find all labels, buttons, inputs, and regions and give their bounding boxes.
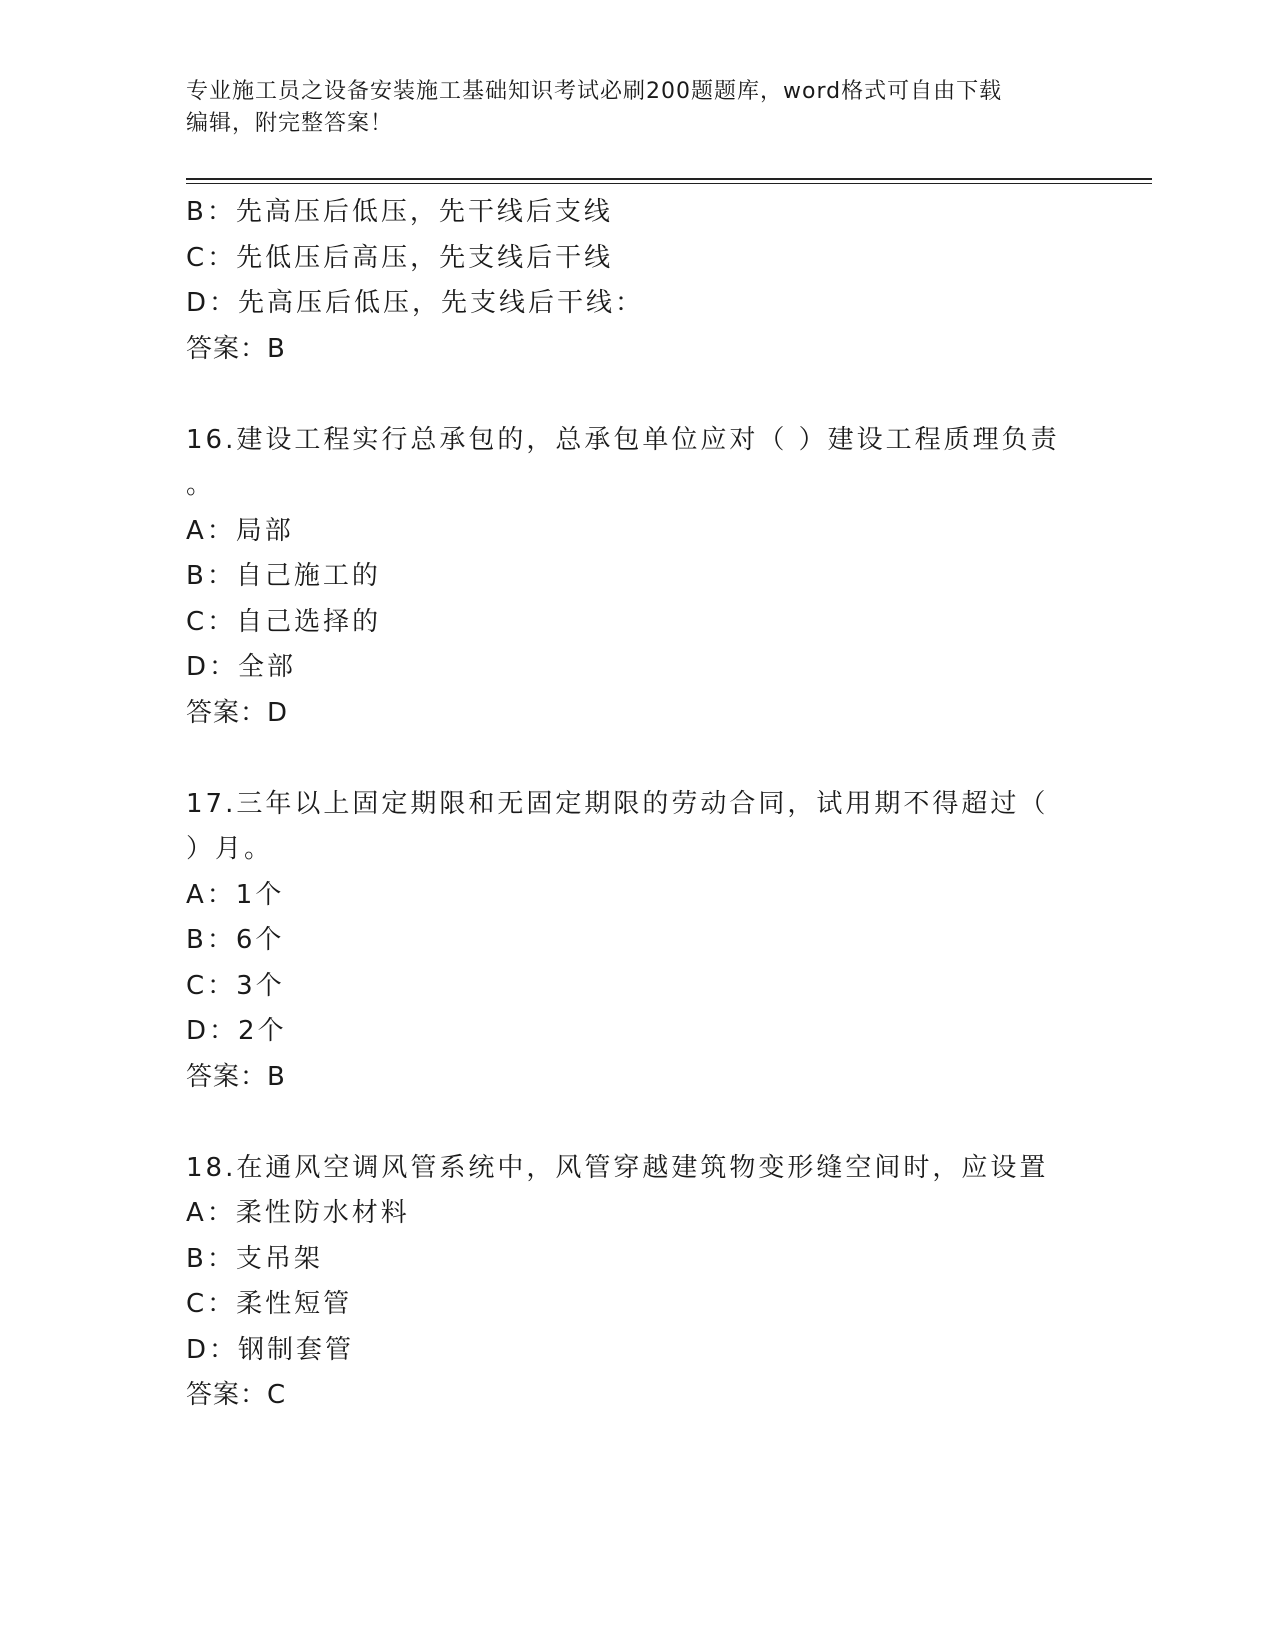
option-d: D：全部 <box>186 652 297 682</box>
option-c: C：柔性短管 <box>186 1289 353 1319</box>
question-15-fragment <box>186 190 1146 372</box>
spacer <box>186 372 1146 418</box>
question-18 <box>186 1146 1146 1419</box>
option-b: B：自己施工的 <box>186 561 381 591</box>
header-rule-thin <box>186 183 1152 184</box>
header-rule-thick <box>186 178 1152 180</box>
question-stem: 16.建设工程实行总承包的，总承包单位应对（ ）建设工程质理负责 <box>186 424 1060 455</box>
question-stem: 17.三年以上固定期限和无固定期限的劳动合同，试用期不得超过（ <box>186 788 1049 819</box>
answer: 答案：B <box>186 333 286 364</box>
header-line-1: 专业施工员之设备安装施工基础知识考试必刷200题题库，word格式可自由下载 <box>186 79 1003 104</box>
option-a: A：局部 <box>186 515 294 546</box>
document-header <box>186 76 1086 140</box>
option-b: B：先高压后低压，先干线后支线 <box>186 197 613 227</box>
option-b: B：6个 <box>186 925 285 955</box>
option-d: D：先高压后低压，先支线后干线： <box>186 288 645 318</box>
question-stem-continued: ）月。 <box>186 834 274 864</box>
question-stem-continued: 。 <box>186 470 216 500</box>
option-a: A：柔性防水材料 <box>186 1198 410 1228</box>
option-d: D：钢制套管 <box>186 1334 355 1365</box>
question-list <box>186 190 1146 1419</box>
option-c: C：3个 <box>186 970 285 1001</box>
option-a: A：1个 <box>186 879 285 910</box>
option-c: C：先低压后高压，先支线后干线 <box>186 242 614 273</box>
question-stem: 18.在通风空调风管系统中，风管穿越建筑物变形缝空间时，应设置 <box>186 1152 1049 1183</box>
spacer <box>186 736 1146 782</box>
question-17 <box>186 782 1146 1101</box>
answer: 答案：D <box>186 697 289 728</box>
option-b: B：支吊架 <box>186 1243 323 1274</box>
answer: 答案：C <box>186 1380 287 1410</box>
header-line-2: 编辑，附完整答案！ <box>186 111 394 136</box>
option-c: C：自己选择的 <box>186 606 382 637</box>
answer: 答案：B <box>186 1061 286 1092</box>
spacer <box>186 1100 1146 1146</box>
question-16 <box>186 418 1146 737</box>
option-d: D：2个 <box>186 1016 287 1046</box>
